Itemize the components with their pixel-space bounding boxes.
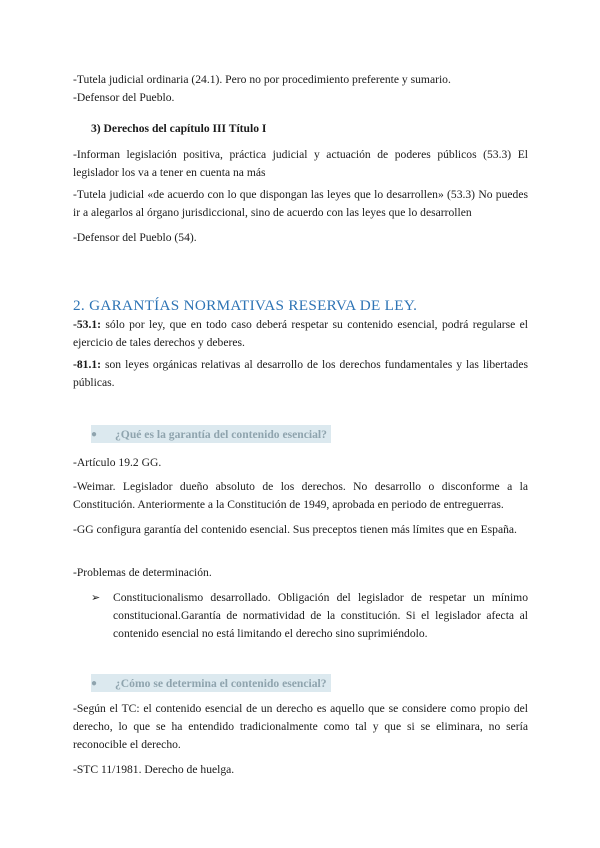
question2-heading-text: ¿Cómo se determina el contenido esencial? <box>115 676 327 690</box>
section2-heading: 2. GARANTÍAS NORMATIVAS RESERVA DE LEY. <box>73 297 418 314</box>
section3-paragraph-3: -Defensor del Pueblo (54). <box>73 231 197 244</box>
question2-heading <box>91 674 331 692</box>
art81-label: -81.1: <box>73 358 102 371</box>
q2-paragraph-1: -Según el TC: el contenido esencial de un derecho es aquello que se considere como propio del derecho, lo que se ha entendido tradicionalmente como tal y que si se eliminara, no sería reconocible el derecho. <box>73 702 528 751</box>
q1-paragraph-3: -GG configura garantía del contenido esencial. Sus preceptos tienen más límites que en España. <box>73 523 517 536</box>
bullet-icon: ● <box>91 428 98 440</box>
q1-paragraph-2: -Weimar. Legislador dueño absoluto de los derechos. No desarrollo o disconforme a la Constitución. Anteriormente a la Constitución de 1949, aprobada en periodo de entreguerras. <box>73 480 528 511</box>
section3-paragraph-1: -Informan legislación positiva, práctica judicial y actuación de poderes públicos (53.3) El legislador los va a tener en cuenta na más <box>73 148 528 179</box>
art53-paragraph <box>73 316 528 352</box>
bullet-icon: ● <box>91 677 98 689</box>
arrow-list-item <box>91 589 528 643</box>
defensor-line: -Defensor del Pueblo. <box>73 91 175 104</box>
q1-paragraph-1: -Artículo 19.2 GG. <box>73 456 162 469</box>
question1-heading-text: ¿Qué es la garantía del contenido esencial? <box>115 427 327 441</box>
art81-text: son leyes orgánicas relativas al desarrollo de los derechos fundamentales y las libertades públicas. <box>73 358 528 389</box>
q2-paragraph-2: -STC 11/1981. Derecho de huelga. <box>73 763 235 776</box>
section3-heading: 3) Derechos del capítulo III Título I <box>91 122 267 135</box>
art53-text: sólo por ley, que en todo caso deberá respetar su contenido esencial, podrá regularse el ejercicio de tales derechos y deberes. <box>73 318 528 349</box>
art81-paragraph <box>73 356 528 392</box>
section3-paragraph-2: -Tutela judicial «de acuerdo con lo que dispongan las leyes que lo desarrollen» (53.3) No puedes ir a alegarlos al órgano jurisdiccional, sino de acuerdo con las leyes que lo desarrollen <box>73 188 528 219</box>
q1-paragraph-4: -Problemas de determinación. <box>73 566 212 579</box>
question1-heading <box>91 425 331 443</box>
arrow-bullet-icon: ➢ <box>91 591 101 604</box>
art53-label: -53.1: <box>73 318 102 331</box>
tutela-ordinaria-line: -Tutela judicial ordinaria (24.1). Pero no por procedimiento preferente y sumario. <box>73 73 451 86</box>
arrow-list-item-text: Constitucionalismo desarrollado. Obligación del legislador de respetar un mínimo constitucional.Garantía de normatividad de la constitución. Si el legislador afecta al contenido esencial no está limitando el derecho sino suprimiéndolo. <box>113 591 528 640</box>
